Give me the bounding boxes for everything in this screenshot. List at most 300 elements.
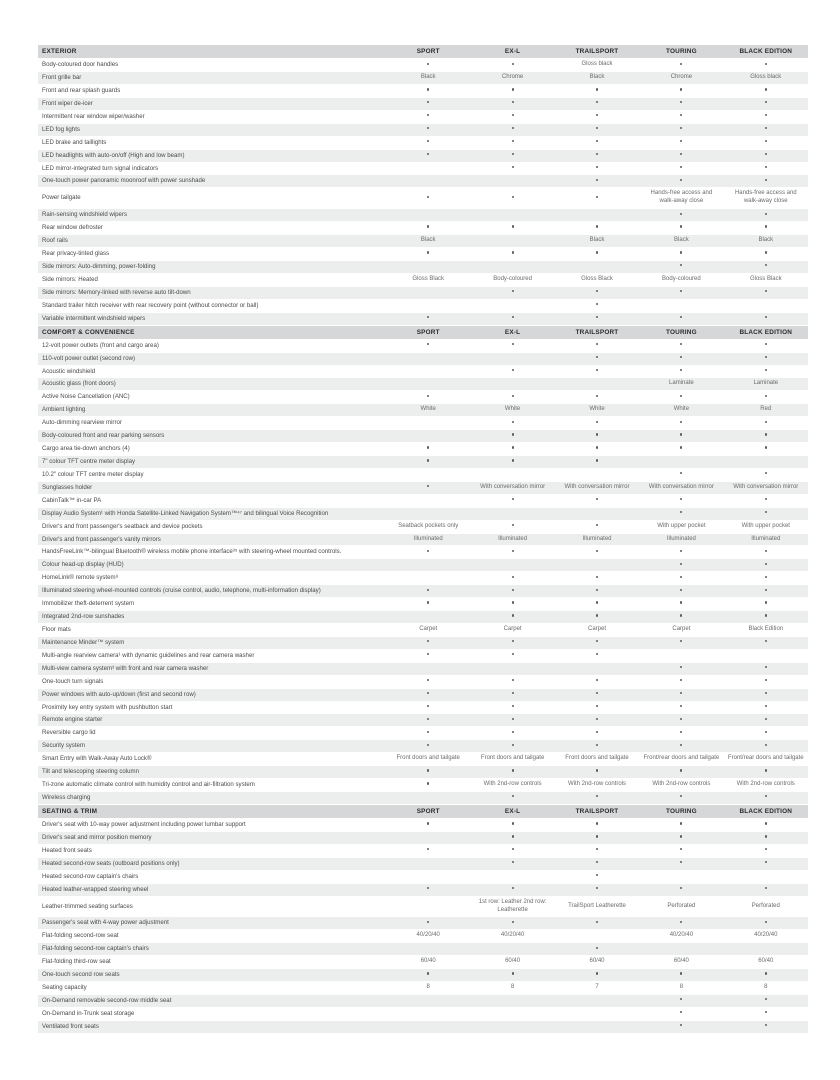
feature-value-cell (386, 209, 470, 222)
availability-dot (765, 861, 767, 863)
feature-value-cell: Seatback pockets only (386, 520, 470, 533)
availability-dot (765, 140, 767, 142)
feature-value-cell (555, 675, 639, 688)
feature-label: Variable intermittent windshield wipers (38, 312, 386, 325)
feature-value-cell (386, 443, 470, 456)
availability-dot (765, 718, 767, 720)
feature-label: Sunglasses holder (38, 481, 386, 494)
feature-row (38, 235, 808, 248)
feature-value-cell (555, 443, 639, 456)
feature-label: One-touch turn signals (38, 675, 386, 688)
feature-value-cell (639, 59, 723, 72)
availability-dot (427, 140, 429, 142)
feature-row (38, 1020, 808, 1033)
feature-value-cell (724, 883, 808, 896)
feature-value-cell: Body-coloured (639, 273, 723, 286)
feature-value-cell (555, 994, 639, 1007)
feature-value-cell (386, 260, 470, 273)
feature-row (38, 611, 808, 624)
availability-dot (596, 640, 598, 642)
feature-value-cell (724, 662, 808, 675)
availability-dot (427, 88, 429, 90)
feature-value-cell (470, 417, 554, 430)
availability-dot (765, 290, 767, 292)
feature-value-cell (724, 507, 808, 520)
availability-dot (512, 692, 514, 694)
feature-value-cell: Gloss Black (555, 273, 639, 286)
feature-label: Reversible cargo lid (38, 727, 386, 740)
availability-dot (512, 601, 514, 603)
feature-value-cell (386, 917, 470, 930)
feature-row (38, 740, 808, 753)
feature-value-cell (386, 162, 470, 175)
feature-value-cell (470, 312, 554, 325)
feature-value-cell (555, 546, 639, 559)
feature-value-cell (470, 994, 554, 1007)
feature-label: Body-coloured door handles (38, 59, 386, 72)
feature-value-cell (386, 896, 470, 917)
availability-dot (512, 196, 514, 198)
feature-value-cell (470, 299, 554, 312)
feature-value-cell (724, 675, 808, 688)
feature-value-cell (470, 791, 554, 804)
feature-value-cell (724, 819, 808, 832)
availability-dot (596, 614, 598, 616)
feature-value-cell (639, 136, 723, 149)
feature-value-cell: 60/40 (386, 956, 470, 969)
availability-dot (596, 550, 598, 552)
table-body (38, 45, 808, 1033)
availability-dot (680, 63, 682, 65)
feature-label: Flat-folding second-row seat (38, 930, 386, 943)
feature-value-cell (555, 585, 639, 598)
feature-value-cell: With 2nd-row controls (724, 779, 808, 792)
feature-value-cell (639, 456, 723, 469)
availability-dot (596, 343, 598, 345)
feature-value-cell (724, 85, 808, 98)
feature-row (38, 417, 808, 430)
feature-value-cell (470, 636, 554, 649)
feature-label: Passenger's seat with 4-way power adjustment (38, 917, 386, 930)
feature-label: 7" colour TFT centre meter display (38, 456, 386, 469)
feature-row (38, 260, 808, 273)
feature-value-cell (555, 649, 639, 662)
feature-value-cell: Laminate (639, 378, 723, 391)
feature-row (38, 917, 808, 930)
availability-dot (596, 795, 598, 797)
availability-dot (427, 769, 429, 771)
feature-value-cell (386, 688, 470, 701)
feature-value-cell (639, 507, 723, 520)
availability-dot (427, 640, 429, 642)
feature-value-cell (639, 299, 723, 312)
feature-value-cell (724, 352, 808, 365)
feature-value-cell: Illuminated (724, 533, 808, 546)
feature-value-cell (555, 162, 639, 175)
feature-label: Heated second-row seats (outboard positions only) (38, 857, 386, 870)
feature-value-cell (639, 740, 723, 753)
availability-dot (680, 179, 682, 181)
feature-value-cell (555, 286, 639, 299)
feature-value-cell (639, 943, 723, 956)
feature-value-cell (724, 110, 808, 123)
availability-dot (680, 795, 682, 797)
feature-value-cell (555, 611, 639, 624)
trim-comparison-table (38, 45, 808, 1034)
feature-value-cell (639, 175, 723, 188)
feature-label: Wireless charging (38, 791, 386, 804)
feature-value-cell (724, 365, 808, 378)
feature-value-cell (386, 943, 470, 956)
availability-dot (596, 731, 598, 733)
availability-dot (765, 705, 767, 707)
feature-value-cell (555, 430, 639, 443)
availability-dot (596, 251, 598, 253)
availability-dot (512, 498, 514, 500)
availability-dot (427, 705, 429, 707)
feature-value-cell: With upper pocket (639, 520, 723, 533)
feature-value-cell (470, 209, 554, 222)
feature-value-cell (724, 598, 808, 611)
feature-value-cell (470, 136, 554, 149)
feature-value-cell: 1st row: Leather 2nd row: Leatherette (470, 896, 554, 917)
feature-value-cell: 60/40 (555, 956, 639, 969)
availability-dot (512, 459, 514, 461)
feature-value-cell (470, 110, 554, 123)
availability-dot (512, 731, 514, 733)
feature-value-cell (470, 456, 554, 469)
feature-row (38, 365, 808, 378)
feature-value-cell (470, 1020, 554, 1033)
feature-value-cell (555, 365, 639, 378)
availability-dot (765, 213, 767, 215)
availability-dot (427, 653, 429, 655)
availability-dot (512, 251, 514, 253)
feature-value-cell (724, 546, 808, 559)
availability-dot (427, 744, 429, 746)
feature-row (38, 675, 808, 688)
feature-value-cell (639, 443, 723, 456)
feature-row (38, 994, 808, 1007)
feature-value-cell (470, 969, 554, 982)
feature-value-cell (386, 123, 470, 136)
feature-value-cell (639, 546, 723, 559)
availability-dot (765, 666, 767, 668)
availability-dot (765, 369, 767, 371)
feature-value-cell (386, 727, 470, 740)
availability-dot (680, 446, 682, 448)
feature-value-cell (386, 97, 470, 110)
availability-dot (512, 640, 514, 642)
feature-value-cell (724, 943, 808, 956)
feature-value-cell (724, 430, 808, 443)
feature-row (38, 766, 808, 779)
feature-value-cell (555, 110, 639, 123)
availability-dot (596, 769, 598, 771)
feature-value-cell (639, 791, 723, 804)
availability-dot (680, 421, 682, 423)
feature-value-cell (639, 97, 723, 110)
availability-dot (512, 421, 514, 423)
feature-value-cell: Chrome (470, 72, 554, 85)
feature-label: Driver's seat with 10-way power adjustment including power lumbar support (38, 819, 386, 832)
availability-dot (680, 225, 682, 227)
feature-label: Power tailgate (38, 188, 386, 209)
feature-value-cell: Black (555, 235, 639, 248)
feature-label: Body-coloured front and rear parking sensors (38, 430, 386, 443)
feature-value-cell: 40/20/40 (470, 930, 554, 943)
feature-value-cell (639, 468, 723, 481)
availability-dot (765, 550, 767, 552)
feature-value-cell (724, 740, 808, 753)
feature-value-cell (386, 546, 470, 559)
feature-value-cell (386, 481, 470, 494)
availability-dot (765, 316, 767, 318)
feature-row (38, 791, 808, 804)
feature-label: 110-volt power outlet (second row) (38, 352, 386, 365)
feature-value-cell (470, 468, 554, 481)
feature-value-cell (724, 286, 808, 299)
feature-value-cell (639, 1020, 723, 1033)
feature-row (38, 883, 808, 896)
feature-value-cell (639, 339, 723, 352)
availability-dot (512, 887, 514, 889)
feature-value-cell (470, 870, 554, 883)
availability-dot (512, 63, 514, 65)
feature-value-cell: Black (386, 72, 470, 85)
availability-dot (512, 114, 514, 116)
availability-dot (596, 114, 598, 116)
feature-value-cell: Front doors and tailgate (555, 753, 639, 766)
feature-row (38, 481, 808, 494)
feature-label: Display Audio System¹ with Honda Satellite-Linked Navigation System™⁴⁷ and bilingual Voice Recognition (38, 507, 386, 520)
availability-dot (427, 921, 429, 923)
availability-dot (765, 88, 767, 90)
feature-value-cell (639, 494, 723, 507)
feature-label: LED headlights with auto-on/off (High and low beam) (38, 149, 386, 162)
availability-dot (512, 589, 514, 591)
feature-value-cell (555, 209, 639, 222)
availability-dot (680, 666, 682, 668)
feature-value-cell: 40/20/40 (639, 930, 723, 943)
feature-value-cell (555, 494, 639, 507)
feature-row (38, 507, 808, 520)
feature-value-cell (470, 649, 554, 662)
availability-dot (512, 127, 514, 129)
feature-label: Driver's and front passenger's vanity mirrors (38, 533, 386, 546)
availability-dot (680, 614, 682, 616)
feature-value-cell: 7 (555, 982, 639, 995)
availability-dot (680, 251, 682, 253)
availability-dot (765, 395, 767, 397)
availability-dot (512, 614, 514, 616)
availability-dot (596, 718, 598, 720)
feature-label: Side mirrors: Auto-dimming, power-folding (38, 260, 386, 273)
feature-value-cell (555, 857, 639, 870)
feature-value-cell (639, 286, 723, 299)
feature-label: Rear window defroster (38, 222, 386, 235)
feature-value-cell (386, 701, 470, 714)
feature-value-cell (470, 727, 554, 740)
feature-row (38, 468, 808, 481)
feature-value-cell (555, 740, 639, 753)
feature-value-cell: Black (724, 235, 808, 248)
feature-value-cell (555, 260, 639, 273)
availability-dot (596, 356, 598, 358)
feature-value-cell (386, 585, 470, 598)
availability-dot (512, 369, 514, 371)
feature-label: Side mirrors: Memory-linked with reverse auto tilt-down (38, 286, 386, 299)
feature-label: Integrated 2nd-row sunshades (38, 611, 386, 624)
feature-value-cell (386, 572, 470, 585)
availability-dot (765, 179, 767, 181)
availability-dot (427, 679, 429, 681)
feature-value-cell (639, 247, 723, 260)
feature-label: Illuminated steering wheel-mounted controls (cruise control, audio, telephone, multi-information display) (38, 585, 386, 598)
feature-value-cell (386, 766, 470, 779)
feature-value-cell (555, 832, 639, 845)
feature-value-cell (386, 791, 470, 804)
feature-label: 12-volt power outlets (front and cargo area) (38, 339, 386, 352)
feature-value-cell: TrailSport Leatherette (555, 896, 639, 917)
feature-value-cell (555, 714, 639, 727)
feature-value-cell (639, 352, 723, 365)
feature-value-cell (555, 766, 639, 779)
feature-label: Smart Entry with Walk-Away Auto Lock® (38, 753, 386, 766)
feature-value-cell (724, 247, 808, 260)
availability-dot (680, 114, 682, 116)
feature-label: Acoustic glass (front doors) (38, 378, 386, 391)
feature-value-cell (470, 883, 554, 896)
availability-dot (765, 166, 767, 168)
availability-dot (596, 395, 598, 397)
trim-column-header: SPORT (386, 325, 470, 339)
availability-dot (512, 166, 514, 168)
availability-dot (596, 140, 598, 142)
feature-value-cell (470, 766, 554, 779)
availability-dot (512, 343, 514, 345)
feature-label: Heated second-row captain's chairs (38, 870, 386, 883)
feature-value-cell: Laminate (724, 378, 808, 391)
availability-dot (427, 395, 429, 397)
feature-value-cell (724, 649, 808, 662)
availability-dot (765, 114, 767, 116)
feature-value-cell (470, 123, 554, 136)
availability-dot (596, 303, 598, 305)
availability-dot (680, 395, 682, 397)
feature-value-cell (724, 209, 808, 222)
feature-value-cell (555, 883, 639, 896)
availability-dot (680, 848, 682, 850)
feature-value-cell (470, 188, 554, 209)
feature-value-cell (555, 136, 639, 149)
feature-value-cell: Carpet (470, 623, 554, 636)
feature-value-cell (555, 819, 639, 832)
availability-dot (596, 835, 598, 837)
feature-value-cell (724, 727, 808, 740)
availability-dot (596, 101, 598, 103)
availability-dot (680, 127, 682, 129)
feature-value-cell: 40/20/40 (724, 930, 808, 943)
feature-value-cell (386, 1007, 470, 1020)
feature-value-cell (555, 175, 639, 188)
feature-label: Side mirrors: Heated (38, 273, 386, 286)
section-title: EXTERIOR (38, 45, 386, 59)
feature-row (38, 636, 808, 649)
availability-dot (512, 822, 514, 824)
feature-value-cell (386, 188, 470, 209)
feature-row (38, 982, 808, 995)
feature-value-cell (470, 222, 554, 235)
availability-dot (596, 421, 598, 423)
availability-dot (765, 614, 767, 616)
availability-dot (680, 679, 682, 681)
availability-dot (512, 395, 514, 397)
feature-value-cell (724, 701, 808, 714)
feature-value-cell (386, 299, 470, 312)
availability-dot (596, 874, 598, 876)
feature-label: One-touch second row seats (38, 969, 386, 982)
feature-value-cell (724, 494, 808, 507)
feature-row (38, 943, 808, 956)
feature-value-cell (639, 844, 723, 857)
feature-value-cell (639, 85, 723, 98)
feature-value-cell (470, 688, 554, 701)
feature-value-cell (555, 378, 639, 391)
availability-dot (680, 887, 682, 889)
availability-dot (427, 550, 429, 552)
feature-value-cell (470, 352, 554, 365)
feature-label: 10.2" colour TFT centre meter display (38, 468, 386, 481)
feature-row (38, 391, 808, 404)
feature-value-cell (724, 162, 808, 175)
feature-label: LED fog lights (38, 123, 386, 136)
availability-dot (596, 679, 598, 681)
feature-value-cell (470, 857, 554, 870)
feature-value-cell: Front doors and tailgate (386, 753, 470, 766)
feature-value-cell (386, 819, 470, 832)
trim-column-header: TRAILSPORT (555, 325, 639, 339)
availability-dot (596, 153, 598, 155)
availability-dot (427, 316, 429, 318)
feature-value-cell (555, 969, 639, 982)
feature-value-cell: Gloss Black (386, 273, 470, 286)
feature-value-cell (724, 339, 808, 352)
trim-column-header: TRAILSPORT (555, 804, 639, 818)
feature-label: Driver's and front passenger's seatback and device pockets (38, 520, 386, 533)
feature-value-cell (470, 819, 554, 832)
feature-value-cell (639, 714, 723, 727)
feature-value-cell (470, 378, 554, 391)
feature-value-cell (555, 844, 639, 857)
feature-value-cell (555, 791, 639, 804)
availability-dot (680, 972, 682, 974)
availability-dot (512, 433, 514, 435)
feature-value-cell (555, 123, 639, 136)
availability-dot (512, 718, 514, 720)
availability-dot (765, 225, 767, 227)
feature-value-cell (724, 791, 808, 804)
feature-value-cell (386, 312, 470, 325)
feature-value-cell: With conversation mirror (555, 481, 639, 494)
feature-value-cell (724, 559, 808, 572)
feature-value-cell (555, 339, 639, 352)
feature-label: Heated leather-wrapped steering wheel (38, 883, 386, 896)
availability-dot (596, 88, 598, 90)
availability-dot (512, 744, 514, 746)
feature-value-cell (555, 701, 639, 714)
availability-dot (596, 653, 598, 655)
